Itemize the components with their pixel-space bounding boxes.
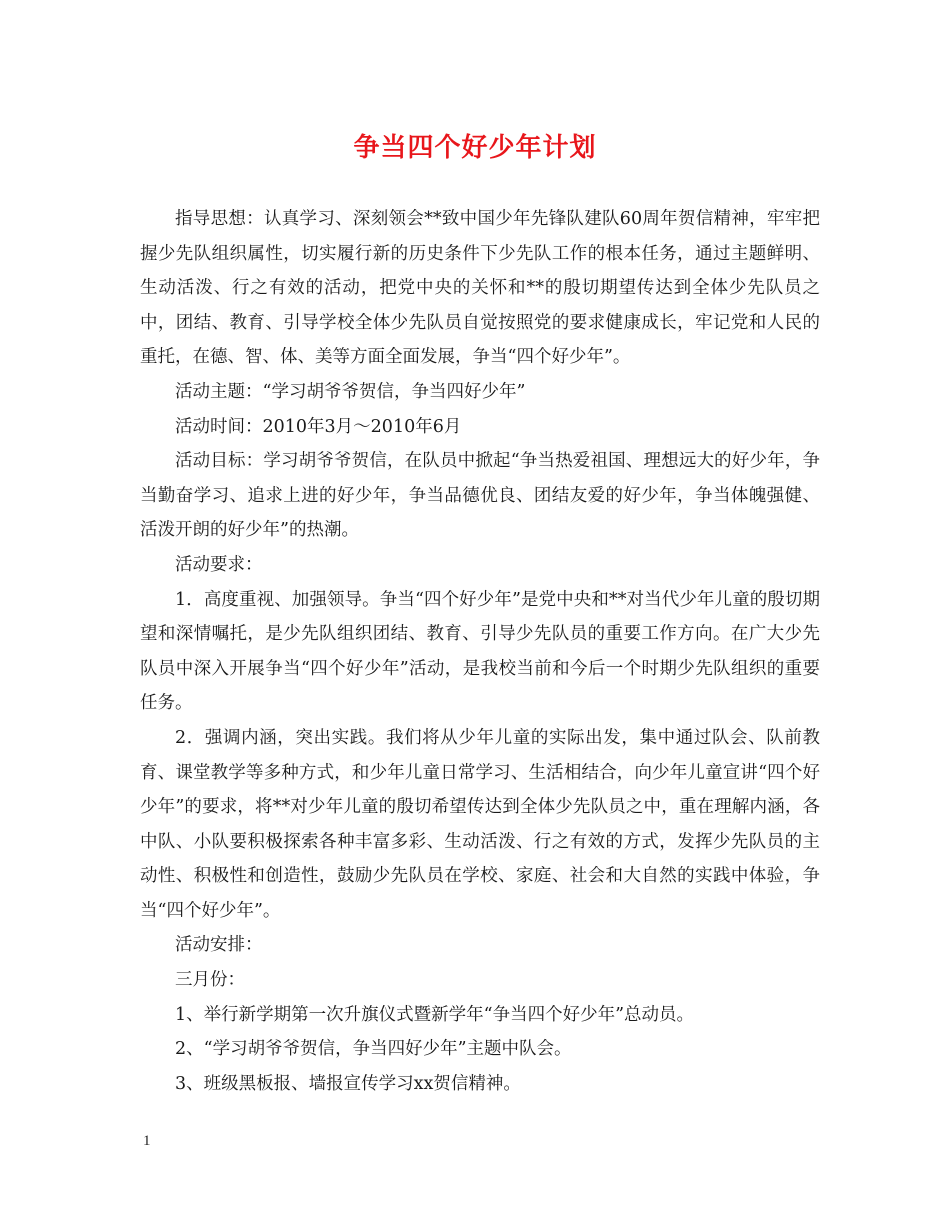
paragraph-requirement-2: 2．强调内涵，突出实践。我们将从少年儿童的实际出发，集中通过队会、队前教育、课堂教学等多种方式，和少年儿童日常学习、生活相结合，向少年儿童宣讲“四个好少年”的要求，将**对少年儿童的殷切希望传达到全体少先队员之中，重在理解内涵，各中队、小队要积极探索各种丰富多彩、生动活泼、行之有效的方式，发挥少先队员的主动性、积极性和创造性，鼓励少先队员在学校、家庭、社会和大自然的实践中体验，争当“四个好少年”。 <box>140 727 820 921</box>
paragraph-march-heading: 三月份： <box>175 970 245 991</box>
paragraph-march-item-1: 1、举行新学期第一次升旗仪式暨新学年“争当四个好少年”总动员。 <box>175 1004 695 1025</box>
paragraph-march-item-3: 3、班级黑板报、墙报宣传学习xx贺信精神。 <box>175 1073 521 1094</box>
paragraph-requirements-heading: 活动要求： <box>175 554 263 575</box>
paragraph-march-item-2: 2、“学习胡爷爷贺信，争当四好少年”主题中队会。 <box>175 1039 572 1060</box>
paragraph-activity-goal: 活动目标：学习胡爷爷贺信，在队员中掀起“争当热爱祖国、理想远大的好少年，争当勤奋学习、追求上进的好少年，争当品德优良、团结友爱的好少年，争当体魄强健、活泼开朗的好少年”的热潮。 <box>140 451 820 541</box>
page-number: 1 <box>143 1133 151 1149</box>
paragraph-activity-theme: 活动主题：“学习胡爷爷贺信，争当四好少年” <box>175 381 526 402</box>
paragraph-arrangement-heading: 活动安排： <box>175 935 263 956</box>
document-body <box>140 202 820 1101</box>
paragraph-activity-time: 活动时间：2010年3月～2010年6月 <box>175 416 462 437</box>
paragraph-requirement-1: 1．高度重视、加强领导。争当“四个好少年”是党中央和**对当代少年儿童的殷切期望和深情嘱托，是少先队组织团结、教育、引导少先队员的重要工作方向。在广大少先队员中深入开展争当“四个好少年”活动，是我校当前和今后一个时期少先队组织的重要任务。 <box>140 589 820 714</box>
document-title: 争当四个好少年计划 <box>353 133 597 163</box>
paragraph-guiding-thought: 指导思想：认真学习、深刻领会**致中国少年先锋队建队60周年贺信精神，牢牢把握少先队组织属性，切实履行新的历史条件下少先队工作的根本任务，通过主题鲜明、生动活泼、行之有效的活动，把党中央的关怀和**的殷切期望传达到全体少先队员之中，团结、教育、引导学校全体少先队员自觉按照党的要求健康成长，牢记党和人民的重托，在德、智、体、美等方面全面发展，争当“四个好少年”。 <box>140 209 820 368</box>
